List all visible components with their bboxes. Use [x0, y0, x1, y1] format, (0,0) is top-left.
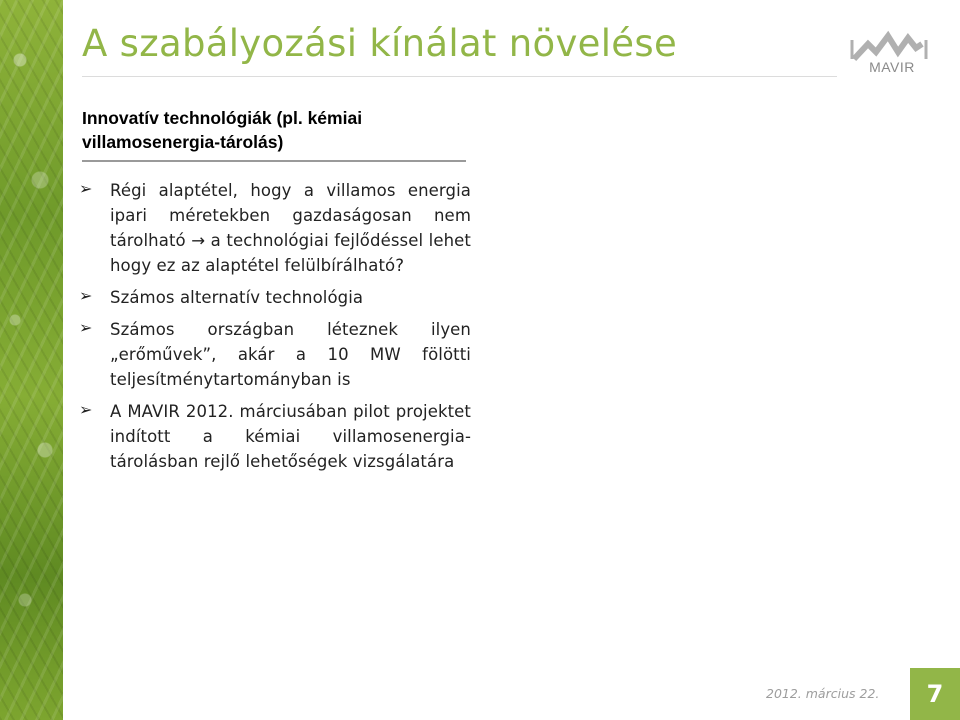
list-item	[79, 317, 471, 392]
list-item	[79, 178, 471, 278]
footer-date: 2012. március 22.	[766, 686, 880, 701]
arrowhead-bullet-icon: ➢	[79, 286, 93, 305]
section-subheading: Innovatív technológiák (pl. kémiai villamosenergia-tárolás)	[82, 108, 363, 152]
list-item	[79, 399, 471, 474]
page-number: 7	[910, 668, 960, 720]
decorative-green-strip	[0, 0, 63, 720]
bullet-text: Számos országban léteznek ilyen „erőművek”, akár a 10 MW fölötti teljesítménytartományban is	[110, 320, 471, 389]
subheading-divider	[82, 160, 466, 162]
bullet-text: Régi alaptétel, hogy a villamos energia ipari méretekben gazdaságosan nem tárolható → a technológiai fejlődéssel lehet hogy ez az alaptétel felülbírálható?	[110, 181, 471, 275]
bullet-text: A MAVIR 2012. márciusában pilot projektet indított a kémiai villamosenergia-tárolásban rejlő lehetőségek vizsgálatára	[110, 402, 471, 471]
arrowhead-bullet-icon: ➢	[79, 400, 93, 419]
list-item	[79, 285, 471, 310]
slide-title: A szabályozási kínálat növelése	[82, 22, 678, 65]
bullet-text: Számos alternatív technológia	[110, 288, 364, 307]
arrowhead-bullet-icon: ➢	[79, 318, 93, 337]
title-divider	[82, 76, 837, 77]
bullet-list	[79, 178, 471, 481]
arrowhead-bullet-icon: ➢	[79, 179, 93, 198]
logo-text: MAVIR	[869, 59, 915, 75]
